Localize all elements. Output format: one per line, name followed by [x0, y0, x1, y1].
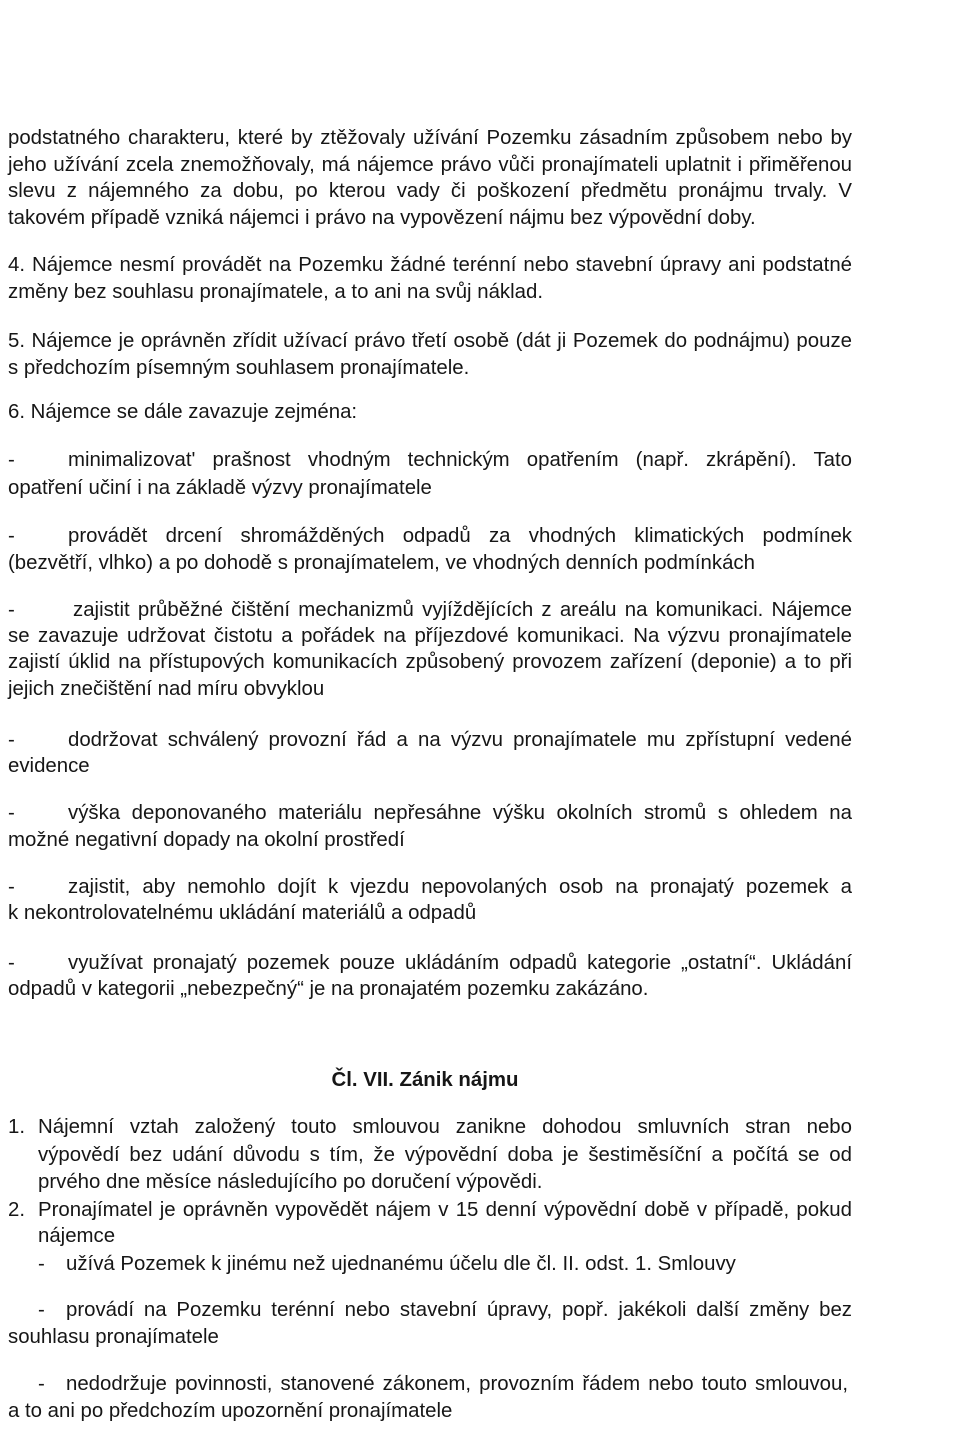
text-line: možné negativní dopady na okolní prostředí — [8, 829, 405, 851]
bullet-marker: - — [8, 876, 15, 898]
text-line: 5. Nájemce je oprávněn zřídit užívací právo třetí osobě (dát ji Pozemek do podnájmu) pouze — [8, 330, 852, 352]
bullet-marker: - — [38, 1299, 45, 1321]
text-line: evidence — [8, 755, 90, 777]
article-heading: Čl. VII. Zánik nájmu — [331, 1069, 519, 1091]
text-line: s předchozím písemným souhlasem pronajímatele. — [8, 357, 470, 379]
text-line: (bezvětří, vlhko) a po dohodě s pronajímatelem, ve vhodných denních podmínkách — [8, 552, 755, 574]
text-line: zajistit průběžné čištění mechanizmů vyjíždějících z areálu na komunikaci. Nájemce — [73, 599, 852, 621]
text-line: odpadů v kategorii „nebezpečný“ je na pronajatém pozemku zakázáno. — [8, 978, 649, 1000]
bullet-marker: - — [8, 525, 15, 547]
text-line: a to ani po předchozím upozornění pronajímatele — [8, 1400, 453, 1422]
item-number: 2. — [8, 1199, 26, 1221]
text-line: slevu z nájemného za dobu, po kterou vady či poškození předmětu pronájmu trvaly. V — [8, 180, 852, 202]
bullet-marker: - — [8, 952, 15, 974]
text-line: souhlasu pronajímatele — [8, 1326, 219, 1348]
text-line: změny bez souhlasu pronajímatele, a to ani na svůj náklad. — [8, 281, 544, 303]
text-line: jeho užívání zcela znemožňovaly, má nájemce právo vůči pronajímateli uplatnit i přiměřenou — [8, 154, 852, 176]
text-line: prvého dne měsíce následujícího po doručení výpovědi. — [38, 1171, 543, 1193]
bullet-marker: - — [8, 802, 15, 824]
text-line: nájemce — [38, 1225, 116, 1247]
bullet-marker: - — [8, 449, 15, 471]
text-line: takovém případě vzniká nájemci i právo na vypovězení nájmu bez výpovědní doby. — [8, 207, 756, 229]
text-line: užívá Pozemek k jinému než ujednanému účelu dle čl. II. odst. 1. Smlouvy — [66, 1253, 736, 1275]
text-line: zajistí úklid na přístupových komunikacích způsobený provozem zařízení (deponie) a to při — [8, 651, 852, 673]
bullet-marker: - — [38, 1253, 45, 1275]
text-line: Nájemní vztah založený touto smlouvou zanikne dohodou smluvních stran nebo — [38, 1116, 852, 1138]
text-line: dodržovat schválený provozní řád a na výzvu pronajímatele mu zpřístupní vedené — [68, 729, 852, 751]
text-line: nedodržuje povinnosti, stanovené zákonem, provozním řádem nebo touto smlouvou, — [66, 1373, 848, 1395]
bullet-marker: - — [8, 729, 15, 751]
text-line: provádí na Pozemku terénní nebo stavební úpravy, popř. jakékoli další změny bez — [66, 1299, 852, 1321]
bullet-marker: - — [8, 599, 15, 621]
text-line: podstatného charakteru, které by ztěžovaly užívání Pozemku zásadním způsobem nebo by — [8, 127, 852, 149]
text-line: jejich znečištění nad míru obvyklou — [8, 678, 325, 700]
text-line: 4. Nájemce nesmí provádět na Pozemku žádné terénní nebo stavební úpravy ani podstatné — [8, 254, 852, 276]
item-number: 1. — [8, 1116, 26, 1138]
text-line: minimalizovat' prašnost vhodným technickým opatřením (např. zkrápění). Tato — [68, 449, 852, 471]
text-line: se zavazuje udržovat čistotu a pořádek na příjezdové komunikaci. Na výzvu pronajímatele — [8, 625, 852, 647]
text-line: výška deponovaného materiálu nepřesáhne výšku okolních stromů s ohledem na — [68, 802, 852, 824]
text-line: provádět drcení shromážděných odpadů za vhodných klimatických podmínek — [68, 525, 852, 547]
text-line: využívat pronajatý pozemek pouze ukládáním odpadů kategorie „ostatní“. Ukládání — [68, 952, 852, 974]
text-line: opatření učiní i na základě výzvy pronajímatele — [8, 477, 432, 499]
text-line: Pronajímatel je oprávněn vypovědět nájem v 15 denní výpovědní době v případě, pokud — [38, 1199, 852, 1221]
text-line: zajistit, aby nemohlo dojít k vjezdu nepovolaných osob na pronajatý pozemek a — [68, 876, 852, 898]
text-line: k nekontrolovatelnému ukládání materiálů a odpadů — [8, 902, 477, 924]
text-line: výpovědí bez udání důvodu s tím, že výpovědní doba je šestiměsíční a počítá se od — [38, 1144, 852, 1166]
bullet-marker: - — [38, 1373, 45, 1395]
clause-6-heading: 6. Nájemce se dále zavazuje zejména: — [8, 401, 358, 423]
